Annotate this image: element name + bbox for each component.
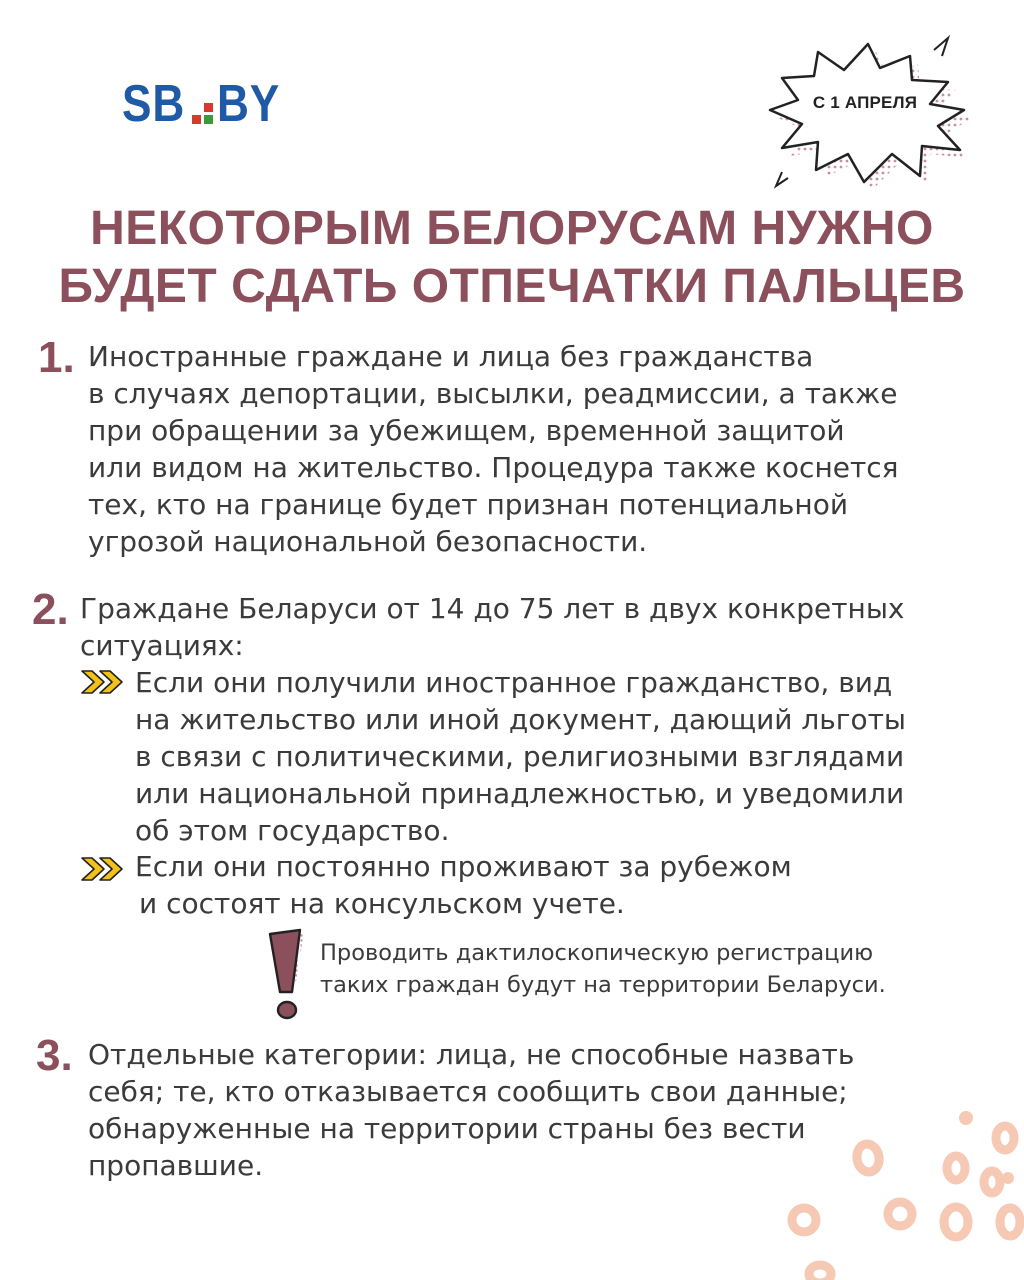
item-number-3: 3. [36,1031,73,1080]
item-number-2: 2. [32,585,69,634]
bullet-1-text [135,664,1020,849]
title-line-2: БУДЕТ СДАТЬ ОТПЕЧАТКИ ПАЛЬЦЕВ [58,260,966,313]
text-line: при обращении за убежищем, временной защитой [88,414,845,447]
text-line: Отдельные категории: лица, не способные назвать [88,1038,855,1071]
text-line: и состоят на консульском учете. [139,887,625,920]
text-line: в связи с политическими, религиозными взглядами [135,740,905,773]
text-line: Иностранные граждане и лица без гражданства [88,340,814,373]
text-line: Если они получили иностранное гражданство, вид [135,666,893,699]
item-1-text [88,338,1008,560]
text-line: или национальной принадлежностью, и уведомили [135,777,905,810]
decorative-circles-icon [760,1110,1024,1280]
double-chevron-right-icon [80,668,128,696]
sbby-logo [122,76,292,132]
note-text [320,937,1000,1001]
text-line: Граждане Беларуси от 14 до 75 лет в двух конкретных [80,592,905,625]
note-line-1: Проводить дактилоскопическую регистрацию [320,940,874,966]
text-line: обнаруженные на территории страны без вести [88,1112,806,1145]
text-line: Если они постоянно проживают за рубежом [135,850,792,883]
text-line: угрозой национальной безопасности. [88,525,648,558]
badge-label: С 1 АПРЕЛЯ [812,93,918,112]
text-line: на жительство или иной документ, дающий льготы [135,703,907,736]
note-line-2: таких граждан будут на территории Беларуси. [320,972,886,998]
logo-squares [192,103,213,124]
bullet-2-text [135,848,1015,922]
text-line: в случаях депортации, высылки, реадмиссии, а также [88,377,898,410]
exclamation-icon [264,928,312,1024]
text-line: об этом государство. [135,814,450,847]
title-line-1: НЕКОТОРЫМ БЕЛОРУСАМ НУЖНО [90,202,934,255]
double-chevron-right-icon [80,855,128,883]
item-2-text [80,590,1010,664]
text-line: или видом на жительство. Процедура также коснется [88,451,899,484]
text-line: себя; те, кто отказывается сообщить свои данные; [88,1075,848,1108]
logo-right-text: BY [217,75,281,133]
logo-left-text: SB [122,75,186,133]
text-line: пропавшие. [88,1149,264,1182]
item-number-1: 1. [38,333,75,382]
text-line: тех, кто на границе будет признан потенциальной [88,488,849,521]
text-line: ситуациях: [80,629,244,662]
page-title [0,200,1024,316]
